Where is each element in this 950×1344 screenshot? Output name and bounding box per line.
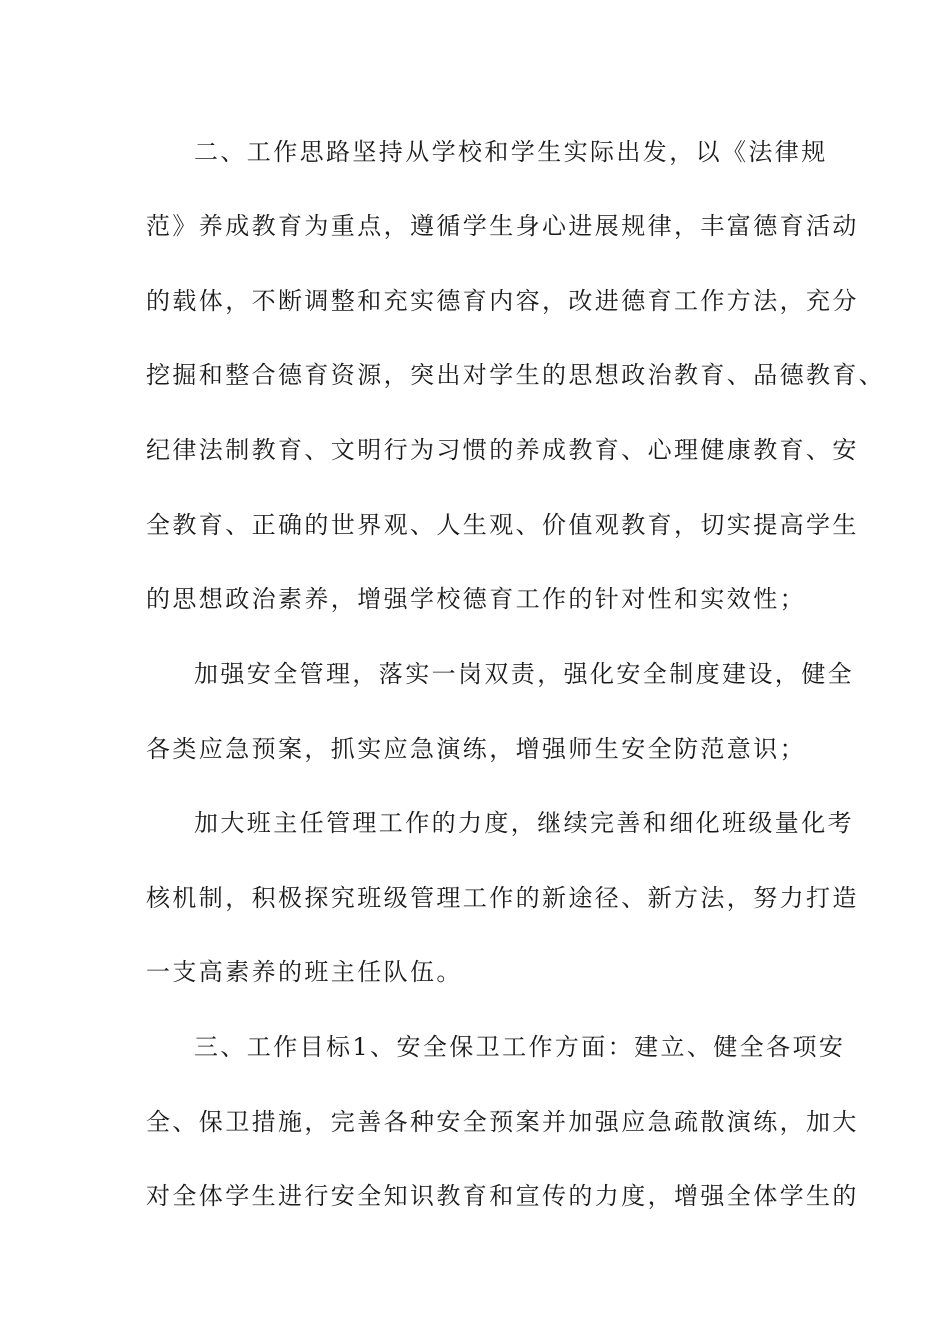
text-line: 加大班主任管理工作的力度，继续完善和细化班级量化考	[194, 809, 854, 837]
text-line: 一支高素养的班主任队伍。	[146, 958, 463, 986]
text-line: 加强安全管理，落实一岗双责，强化安全制度建设，健全	[194, 660, 854, 688]
text-line: 全、保卫措施，完善各种安全预案并加强应急疏散演练，加大	[146, 1108, 859, 1136]
text-line: 二、工作思路坚持从学校和学生实际出发，以《法律规	[194, 138, 828, 166]
text-line: 挖掘和整合德育资源，突出对学生的思想政治教育、品德教育、	[146, 361, 886, 389]
text-line: 三、工作目标1、安全保卫工作方面：建立、健全各项安	[194, 1033, 846, 1061]
text-line: 纪律法制教育、文明行为习惯的养成教育、心理健康教育、安	[146, 436, 859, 464]
text-line: 范》养成教育为重点，遵循学生身心进展规律，丰富德育活动	[146, 212, 859, 240]
text-line: 各类应急预案，抓实应急演练，增强师生安全防范意识；	[146, 735, 806, 763]
text-line: 全教育、正确的世界观、人生观、价值观教育，切实提高学生	[146, 511, 859, 539]
text-line: 对全体学生进行安全知识教育和宣传的力度，增强全体学生的	[146, 1182, 859, 1210]
text-line: 的载体，不断调整和充实德育内容，改进德育工作方法，充分	[146, 287, 859, 315]
text-line: 的思想政治素养，增强学校德育工作的针对性和实效性；	[146, 585, 806, 613]
text-line: 核机制，积极探究班级管理工作的新途径、新方法，努力打造	[146, 884, 859, 912]
